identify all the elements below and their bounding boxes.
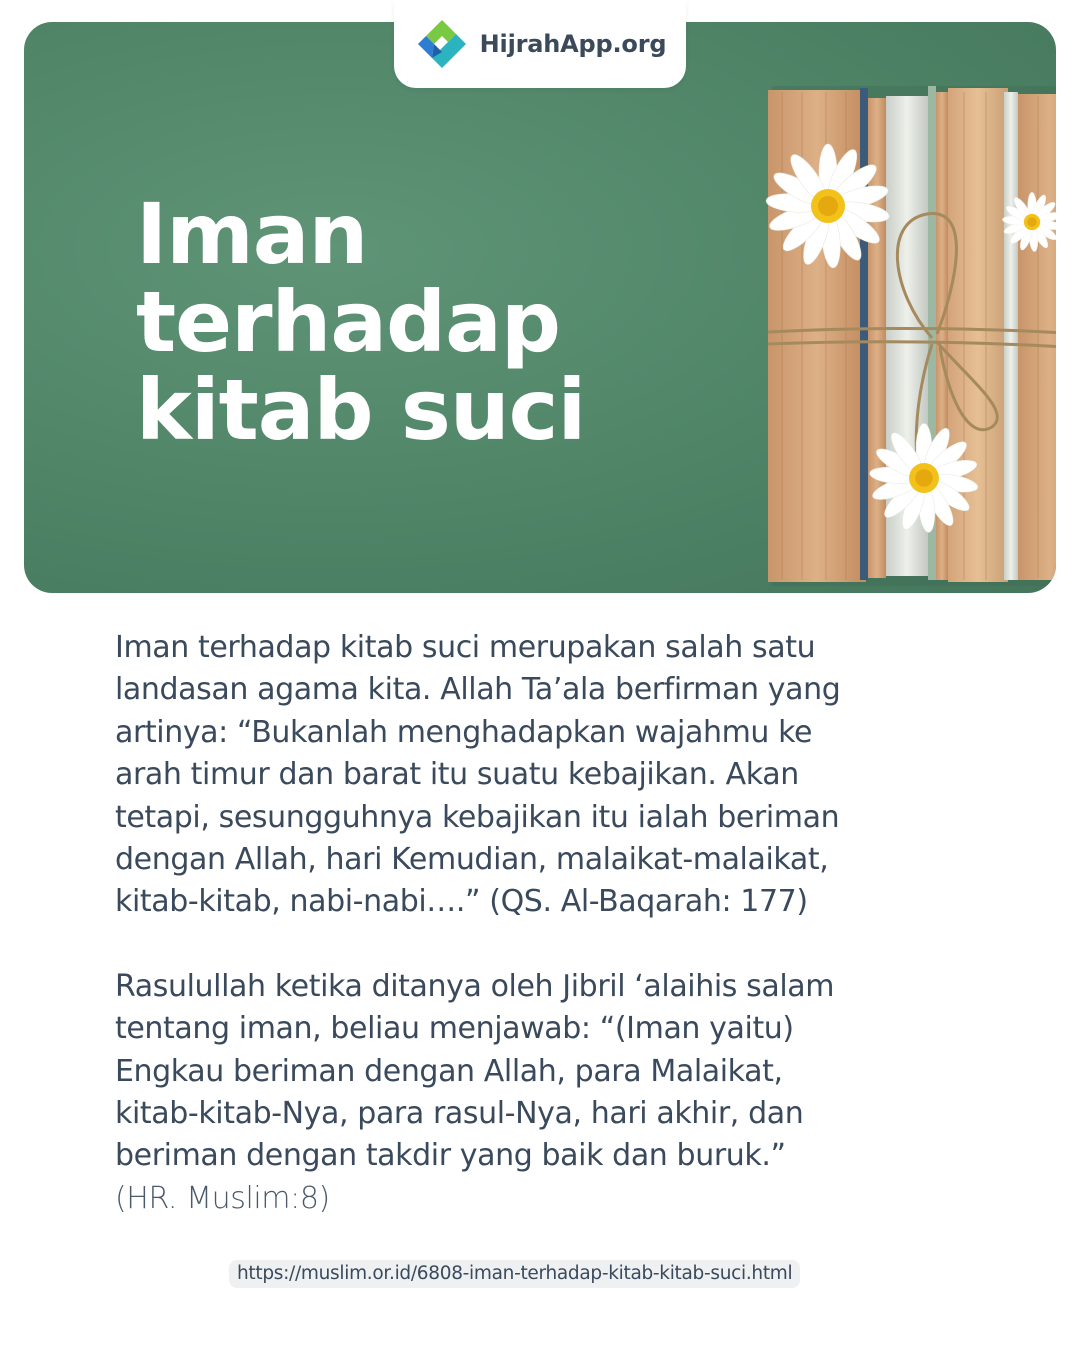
paragraph2-line: kitab-kitab-Nya, para rasul-Nya, hari akhir, dan bbox=[115, 1096, 804, 1132]
article-body bbox=[115, 627, 975, 1220]
paragraph1-line: tetapi, sesungguhnya kebajikan itu ialah beriman bbox=[115, 799, 840, 835]
hero-title-line-1: Iman bbox=[136, 185, 368, 283]
logo-wordmark bbox=[480, 30, 667, 58]
hero-title-line-3: kitab suci bbox=[136, 361, 586, 459]
hijrahapp-logo-icon bbox=[414, 16, 470, 72]
hadith-citation: (HR. Muslim:8) bbox=[115, 1180, 330, 1216]
paragraph-hadith bbox=[115, 966, 975, 1220]
logo-prefix: Hijrah bbox=[479, 30, 561, 58]
hero-banner bbox=[24, 22, 1056, 593]
paragraph-quran bbox=[115, 627, 975, 924]
logo-suffix: .org bbox=[612, 30, 667, 58]
paragraph1-line: Iman terhadap kitab suci merupakan salah satu bbox=[115, 630, 816, 665]
logo-bold: App bbox=[560, 30, 613, 58]
books-with-daisies-image bbox=[742, 62, 1056, 593]
paragraph2-line: tentang iman, beliau menjawab: “(Iman yaitu) bbox=[115, 1011, 794, 1047]
paragraph2-line: beriman dengan takdir yang baik dan buruk.” bbox=[115, 1138, 786, 1174]
paragraph2-line: Rasulullah ketika ditanya oleh Jibril ‘alaihis salam bbox=[115, 968, 835, 1004]
paragraph1-line: kitab-kitab, nabi-nabi….” (QS. Al-Baqarah: 177) bbox=[115, 884, 808, 920]
hero-title-line-2: terhadap bbox=[136, 273, 560, 371]
logo-tab bbox=[394, 0, 686, 88]
paragraph1-line: arah timur dan barat itu suatu kebajikan. Akan bbox=[115, 757, 799, 793]
paragraph1-line: artinya: “Bukanlah menghadapkan wajahmu ke bbox=[115, 714, 813, 750]
paragraph2-line: Engkau beriman dengan Allah, para Malaikat, bbox=[115, 1053, 783, 1089]
paragraph1-line: dengan Allah, hari Kemudian, malaikat-malaikat, bbox=[115, 842, 829, 878]
source-url[interactable]: https://muslim.or.id/6808-iman-terhadap-kitab-kitab-suci.html bbox=[229, 1260, 800, 1288]
hero-title bbox=[136, 185, 736, 459]
paragraph1-line: landasan agama kita. Allah Ta’ala berfirman yang bbox=[115, 672, 841, 708]
